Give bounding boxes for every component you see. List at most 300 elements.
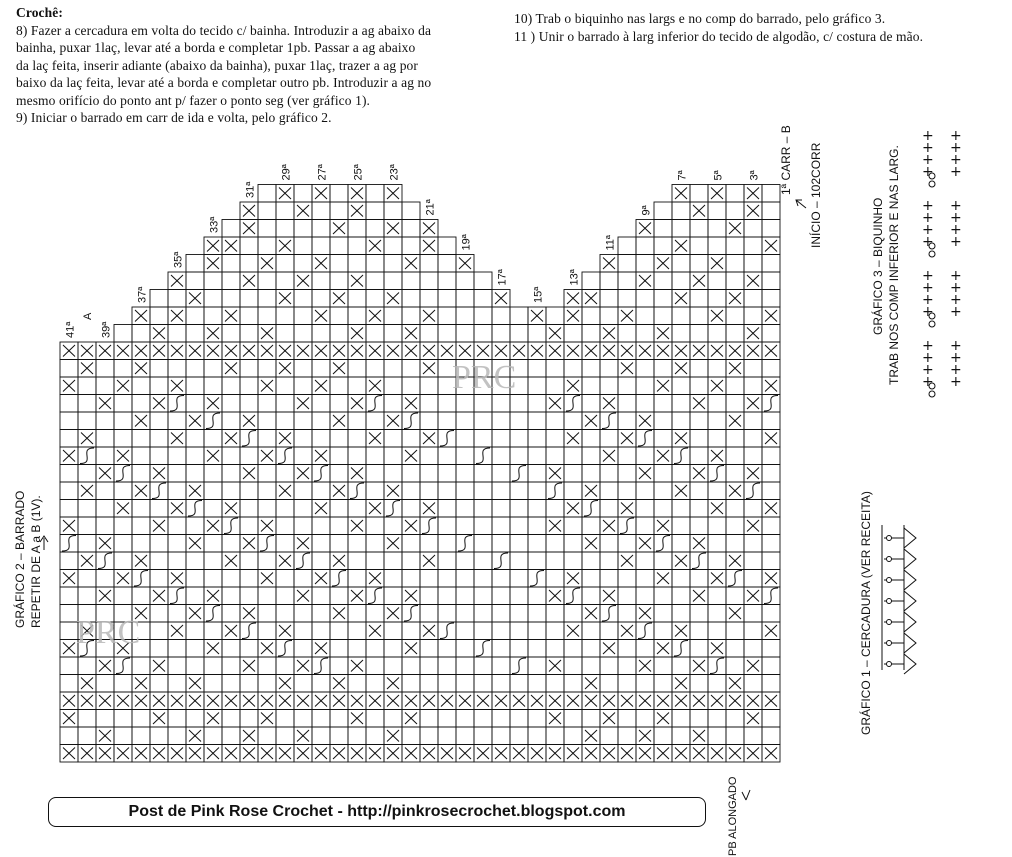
- grid-cell: [474, 605, 492, 623]
- grid-cell: [204, 307, 222, 325]
- grid-cell: [420, 605, 438, 623]
- grid-cell: [330, 255, 348, 273]
- grid-cell: [294, 605, 312, 623]
- grid-cell: [240, 587, 258, 605]
- grid-cell: [420, 255, 438, 273]
- plus-stitch: +: [950, 268, 962, 284]
- stitch-curve: [422, 518, 436, 534]
- chain-stitch: [887, 578, 892, 583]
- grid-cell: [240, 517, 258, 535]
- grid-cell: [366, 640, 384, 658]
- grid-cell: [222, 727, 240, 745]
- grid-cell: [114, 535, 132, 553]
- grid-cell: [258, 395, 276, 413]
- row-label: 3ª: [748, 170, 761, 181]
- grid-cell: [330, 377, 348, 395]
- plus-stitch: +: [922, 210, 934, 226]
- grid-cell: [330, 500, 348, 518]
- grid-cell: [744, 377, 762, 395]
- grid-cell: [690, 377, 708, 395]
- grid-cell: [276, 272, 294, 290]
- grid-cell: [762, 412, 780, 430]
- grid-cell: [366, 657, 384, 675]
- grid-cell: [168, 675, 186, 693]
- grid-cell: [744, 307, 762, 325]
- grid-cell: [186, 325, 204, 343]
- grid-cell: [222, 587, 240, 605]
- grid-cell: [294, 237, 312, 255]
- grid-cell: [762, 255, 780, 273]
- chart1-title: GRÁFICO 1 – CERCADURA (VER RECEITA): [859, 491, 873, 735]
- grid-cell: [582, 325, 600, 343]
- grid-cell: [546, 360, 564, 378]
- grid-cell: [528, 360, 546, 378]
- grid-cell: [564, 605, 582, 623]
- stitch-curve: [314, 658, 328, 674]
- grid-cell: [456, 657, 474, 675]
- grid-cell: [762, 202, 780, 220]
- grid-cell: [510, 325, 528, 343]
- stitch-curve: [278, 448, 292, 464]
- grid-cell: [672, 395, 690, 413]
- grid-cell: [402, 307, 420, 325]
- grid-cell: [582, 272, 600, 290]
- grid-cell: [510, 552, 528, 570]
- stitch-curve: [260, 536, 274, 552]
- grid-cell: [114, 710, 132, 728]
- grid-cell: [744, 447, 762, 465]
- grid-cell: [456, 482, 474, 500]
- instruction-line: 10) Trab o biquinho nas largs e no comp do barrado, pelo gráfico 3.: [514, 11, 886, 26]
- grid-cell: [204, 500, 222, 518]
- stitch-curve: [62, 536, 76, 552]
- grid-cell: [672, 202, 690, 220]
- grid-cell: [276, 500, 294, 518]
- grid-cell: [294, 482, 312, 500]
- grid-cell: [510, 412, 528, 430]
- grid-cell: [510, 605, 528, 623]
- grid-cell: [618, 412, 636, 430]
- row-label: 11ª: [604, 235, 617, 251]
- grid-cell: [420, 570, 438, 588]
- grid-cell: [294, 220, 312, 238]
- grid-cell: [60, 482, 78, 500]
- stitch-curve: [602, 413, 616, 429]
- grid-cell: [564, 412, 582, 430]
- plus-stitch: +: [950, 152, 962, 168]
- stitch-curve: [512, 658, 526, 674]
- grid-cell: [366, 675, 384, 693]
- grid-cell: [240, 377, 258, 395]
- grid-cell: [654, 552, 672, 570]
- grid-cell: [708, 675, 726, 693]
- grid-cell: [186, 640, 204, 658]
- plus-stitch: +: [950, 374, 962, 390]
- grid-cell: [132, 447, 150, 465]
- grid-cell: [438, 517, 456, 535]
- grid-cell: [744, 255, 762, 273]
- grid-cell: [654, 202, 672, 220]
- grid-cell: [564, 675, 582, 693]
- grid-cell: [384, 255, 402, 273]
- chain-stitch: [887, 536, 892, 541]
- grid-cell: [186, 307, 204, 325]
- grid-cell: [384, 552, 402, 570]
- grid-cell: [168, 447, 186, 465]
- grid-cell: [744, 430, 762, 448]
- instruction-line: mesmo orifício do ponto ant p/ fazer o ponto seg (ver gráfico 1).: [16, 92, 371, 108]
- grid-cell: [582, 307, 600, 325]
- grid-cell: [150, 360, 168, 378]
- grid-cell: [600, 675, 618, 693]
- grid-cell: [474, 482, 492, 500]
- grid-cell: [78, 377, 96, 395]
- grid-cell: [726, 202, 744, 220]
- stitch-curve: [440, 431, 454, 447]
- grid-cell: [456, 605, 474, 623]
- grid-cell: [366, 220, 384, 238]
- chain-stitch: [887, 557, 892, 562]
- grid-cell: [366, 447, 384, 465]
- grid-cell: [60, 465, 78, 483]
- grid-cell: [726, 237, 744, 255]
- grid-cell: [744, 237, 762, 255]
- grid-cell: [60, 360, 78, 378]
- grid-cell: [492, 570, 510, 588]
- grid-cell: [546, 605, 564, 623]
- grid-cell: [438, 255, 456, 273]
- grid-cell: [366, 202, 384, 220]
- grid-cell: [348, 727, 366, 745]
- grid-cell: [204, 377, 222, 395]
- grid-cell: [276, 202, 294, 220]
- plus-stitch: +: [922, 292, 934, 308]
- grid-cell: [528, 657, 546, 675]
- grid-cell: [708, 552, 726, 570]
- row-label: 21ª: [424, 199, 437, 216]
- grid-cell: [456, 395, 474, 413]
- grid-cell: [330, 272, 348, 290]
- grid-cell: [492, 412, 510, 430]
- stitch-curve: [692, 553, 706, 569]
- grid-cell: [744, 640, 762, 658]
- grid-cell: [492, 605, 510, 623]
- grid-cell: [618, 535, 636, 553]
- grid-cell: [726, 500, 744, 518]
- grid-cell: [420, 395, 438, 413]
- grid-cell: [114, 482, 132, 500]
- grid-cell: [258, 500, 276, 518]
- instruction-line: baixo da laç feita, levar até a borda e completar outro pb. Introduzir a ag no: [16, 75, 432, 90]
- grid-cell: [618, 237, 636, 255]
- plus-stitch: +: [922, 350, 934, 366]
- grid-cell: [384, 360, 402, 378]
- grid-cell: [528, 500, 546, 518]
- grid-cell: [132, 395, 150, 413]
- grid-cell: [222, 412, 240, 430]
- grid-cell: [132, 377, 150, 395]
- instructions-heading: Crochê:: [16, 5, 63, 20]
- grid-cell: [402, 220, 420, 238]
- stitch-curve: [530, 571, 544, 587]
- grid-cell: [114, 727, 132, 745]
- grid-cell: [492, 657, 510, 675]
- grid-cell: [582, 552, 600, 570]
- grid-cell: [366, 727, 384, 745]
- grid-cell: [528, 587, 546, 605]
- grid-cell: [366, 482, 384, 500]
- grid-cell: [438, 727, 456, 745]
- grid-cell: [348, 640, 366, 658]
- stitch-curve: [476, 448, 490, 464]
- stitch-curve: [638, 431, 652, 447]
- grid-cell: [762, 657, 780, 675]
- grid-cell: [78, 657, 96, 675]
- grid-cell: [690, 517, 708, 535]
- stitch-curve: [620, 518, 634, 534]
- grid-cell: [708, 517, 726, 535]
- grid-cell: [96, 570, 114, 588]
- chart3-title: GRÁFICO 3 – BIQUINHO: [871, 197, 885, 335]
- grid-cell: [222, 482, 240, 500]
- grid-cell: [258, 552, 276, 570]
- grid-cell: [312, 605, 330, 623]
- grid-cell: [492, 307, 510, 325]
- grid-cell: [78, 500, 96, 518]
- grid-cell: [294, 570, 312, 588]
- grid-cell: [186, 570, 204, 588]
- grid-cell: [654, 605, 672, 623]
- grid-cell: [60, 500, 78, 518]
- grid-cell: [726, 430, 744, 448]
- grid-cell: [420, 447, 438, 465]
- grid-cell: [78, 465, 96, 483]
- row-label: 17ª: [496, 269, 509, 286]
- grid-cell: [708, 710, 726, 728]
- grid-cell: [672, 255, 690, 273]
- grid-cell: [96, 447, 114, 465]
- grid-cell: [384, 517, 402, 535]
- grid-cell: [636, 587, 654, 605]
- watermark-top: PRC: [452, 359, 517, 396]
- chain-stitch: [887, 620, 892, 625]
- grid-cell: [294, 412, 312, 430]
- grid-cell: [186, 465, 204, 483]
- grid-cell: [366, 185, 384, 203]
- grid-cell: [366, 465, 384, 483]
- grid-cell: [744, 605, 762, 623]
- grid-cell: [222, 395, 240, 413]
- grid-cell: [366, 517, 384, 535]
- grid-cell: [708, 412, 726, 430]
- grid-cell: [438, 500, 456, 518]
- grid-cell: [420, 272, 438, 290]
- grid-cell: [510, 447, 528, 465]
- grid-cell: [402, 202, 420, 220]
- grid-cell: [636, 377, 654, 395]
- grid-cell: [186, 552, 204, 570]
- grid-cell: [276, 377, 294, 395]
- stitch-curve: [566, 588, 580, 604]
- grid-cell: [582, 447, 600, 465]
- grid-cell: [114, 360, 132, 378]
- grid-cell: [168, 517, 186, 535]
- grid-cell: [708, 482, 726, 500]
- grid-cell: [114, 675, 132, 693]
- grid-cell: [60, 430, 78, 448]
- plus-stitch: +: [950, 304, 962, 320]
- grid-cell: [708, 325, 726, 343]
- grid-cell: [690, 220, 708, 238]
- grid-cell: [420, 535, 438, 553]
- grid-cell: [438, 482, 456, 500]
- grid-cell: [348, 220, 366, 238]
- grid-cell: [528, 622, 546, 640]
- grid-cell: [510, 517, 528, 535]
- chart2-grid: [60, 185, 780, 763]
- grid-cell: [690, 325, 708, 343]
- grid-cell: [204, 535, 222, 553]
- grid-cell: [654, 220, 672, 238]
- grid-cell: [654, 290, 672, 308]
- grid-cell: [258, 202, 276, 220]
- grid-cell: [564, 325, 582, 343]
- grid-cell: [600, 290, 618, 308]
- grid-cell: [546, 622, 564, 640]
- grid-cell: [762, 675, 780, 693]
- grid-cell: [744, 727, 762, 745]
- grid-cell: [258, 465, 276, 483]
- grid-cell: [492, 325, 510, 343]
- start-arrow-icon: [796, 200, 806, 208]
- picot-stitch: [904, 570, 916, 590]
- grid-cell: [330, 307, 348, 325]
- picot-stitch: [904, 633, 916, 653]
- grid-cell: [60, 552, 78, 570]
- grid-cell: [312, 727, 330, 745]
- grid-cell: [672, 412, 690, 430]
- grid-cell: [600, 272, 618, 290]
- grid-cell: [762, 290, 780, 308]
- grid-cell: [186, 657, 204, 675]
- grid-cell: [150, 727, 168, 745]
- grid-cell: [762, 185, 780, 203]
- grid-cell: [168, 535, 186, 553]
- stitch-curve: [566, 396, 580, 412]
- grid-cell: [744, 290, 762, 308]
- grid-cell: [636, 325, 654, 343]
- grid-cell: [366, 605, 384, 623]
- stitch-curve: [134, 571, 148, 587]
- picot-stitch: [904, 654, 916, 674]
- grid-cell: [618, 255, 636, 273]
- grid-cell: [150, 622, 168, 640]
- grid-cell: [222, 220, 240, 238]
- grid-cell: [762, 325, 780, 343]
- stitch-curve: [170, 588, 184, 604]
- grid-cell: [708, 290, 726, 308]
- grid-cell: [654, 727, 672, 745]
- grid-cell: [654, 395, 672, 413]
- grid-cell: [636, 675, 654, 693]
- grid-cell: [402, 570, 420, 588]
- grid-cell: [150, 290, 168, 308]
- grid-cell: [636, 640, 654, 658]
- grid-cell: [654, 465, 672, 483]
- grid-cell: [492, 622, 510, 640]
- grid-cell: [546, 570, 564, 588]
- plus-stitch: +: [922, 234, 934, 250]
- plus-stitch: +: [950, 222, 962, 238]
- plus-stitch: +: [922, 268, 934, 284]
- grid-cell: [348, 237, 366, 255]
- grid-cell: [258, 657, 276, 675]
- grid-cell: [654, 430, 672, 448]
- grid-cell: [618, 657, 636, 675]
- grid-cell: [456, 447, 474, 465]
- grid-cell: [582, 657, 600, 675]
- chart2-subtitle: REPETIR DE A a B (1V).: [29, 495, 43, 628]
- grid-cell: [546, 727, 564, 745]
- grid-cell: [438, 465, 456, 483]
- grid-cell: [402, 465, 420, 483]
- grid-cell: [186, 517, 204, 535]
- grid-cell: [312, 272, 330, 290]
- grid-cell: [672, 535, 690, 553]
- instruction-line: 9) Iniciar o barrado em carr de ida e volta, pelo gráfico 2.: [16, 110, 332, 125]
- grid-cell: [366, 535, 384, 553]
- grid-cell: [762, 710, 780, 728]
- grid-cell: [672, 605, 690, 623]
- grid-cell: [654, 482, 672, 500]
- grid-cell: [312, 290, 330, 308]
- grid-cell: [420, 482, 438, 500]
- grid-cell: [690, 307, 708, 325]
- grid-cell: [654, 237, 672, 255]
- grid-cell: [510, 307, 528, 325]
- grid-cell: [582, 360, 600, 378]
- grid-cell: [636, 517, 654, 535]
- plus-stitch: +: [922, 280, 934, 296]
- grid-cell: [384, 237, 402, 255]
- grid-cell: [78, 727, 96, 745]
- grid-cell: [600, 552, 618, 570]
- grid-cell: [618, 710, 636, 728]
- grid-cell: [168, 290, 186, 308]
- stitch-curve: [152, 483, 166, 499]
- grid-cell: [204, 290, 222, 308]
- grid-cell: [348, 622, 366, 640]
- grid-cell: [402, 272, 420, 290]
- grid-cell: [384, 570, 402, 588]
- grid-cell: [726, 640, 744, 658]
- grid-cell: [582, 395, 600, 413]
- grid-cell: [276, 307, 294, 325]
- grid-cell: [690, 622, 708, 640]
- grid-cell: [582, 622, 600, 640]
- grid-cell: [708, 237, 726, 255]
- grid-cell: [456, 622, 474, 640]
- stitch-curve: [602, 606, 616, 622]
- stitch-curve: [458, 536, 472, 552]
- grid-cell: [618, 465, 636, 483]
- grid-cell: [726, 377, 744, 395]
- plus-stitch: +: [922, 164, 934, 180]
- grid-cell: [474, 290, 492, 308]
- picot-stitch: [904, 591, 916, 611]
- grid-cell: [528, 325, 546, 343]
- grid-cell: [456, 465, 474, 483]
